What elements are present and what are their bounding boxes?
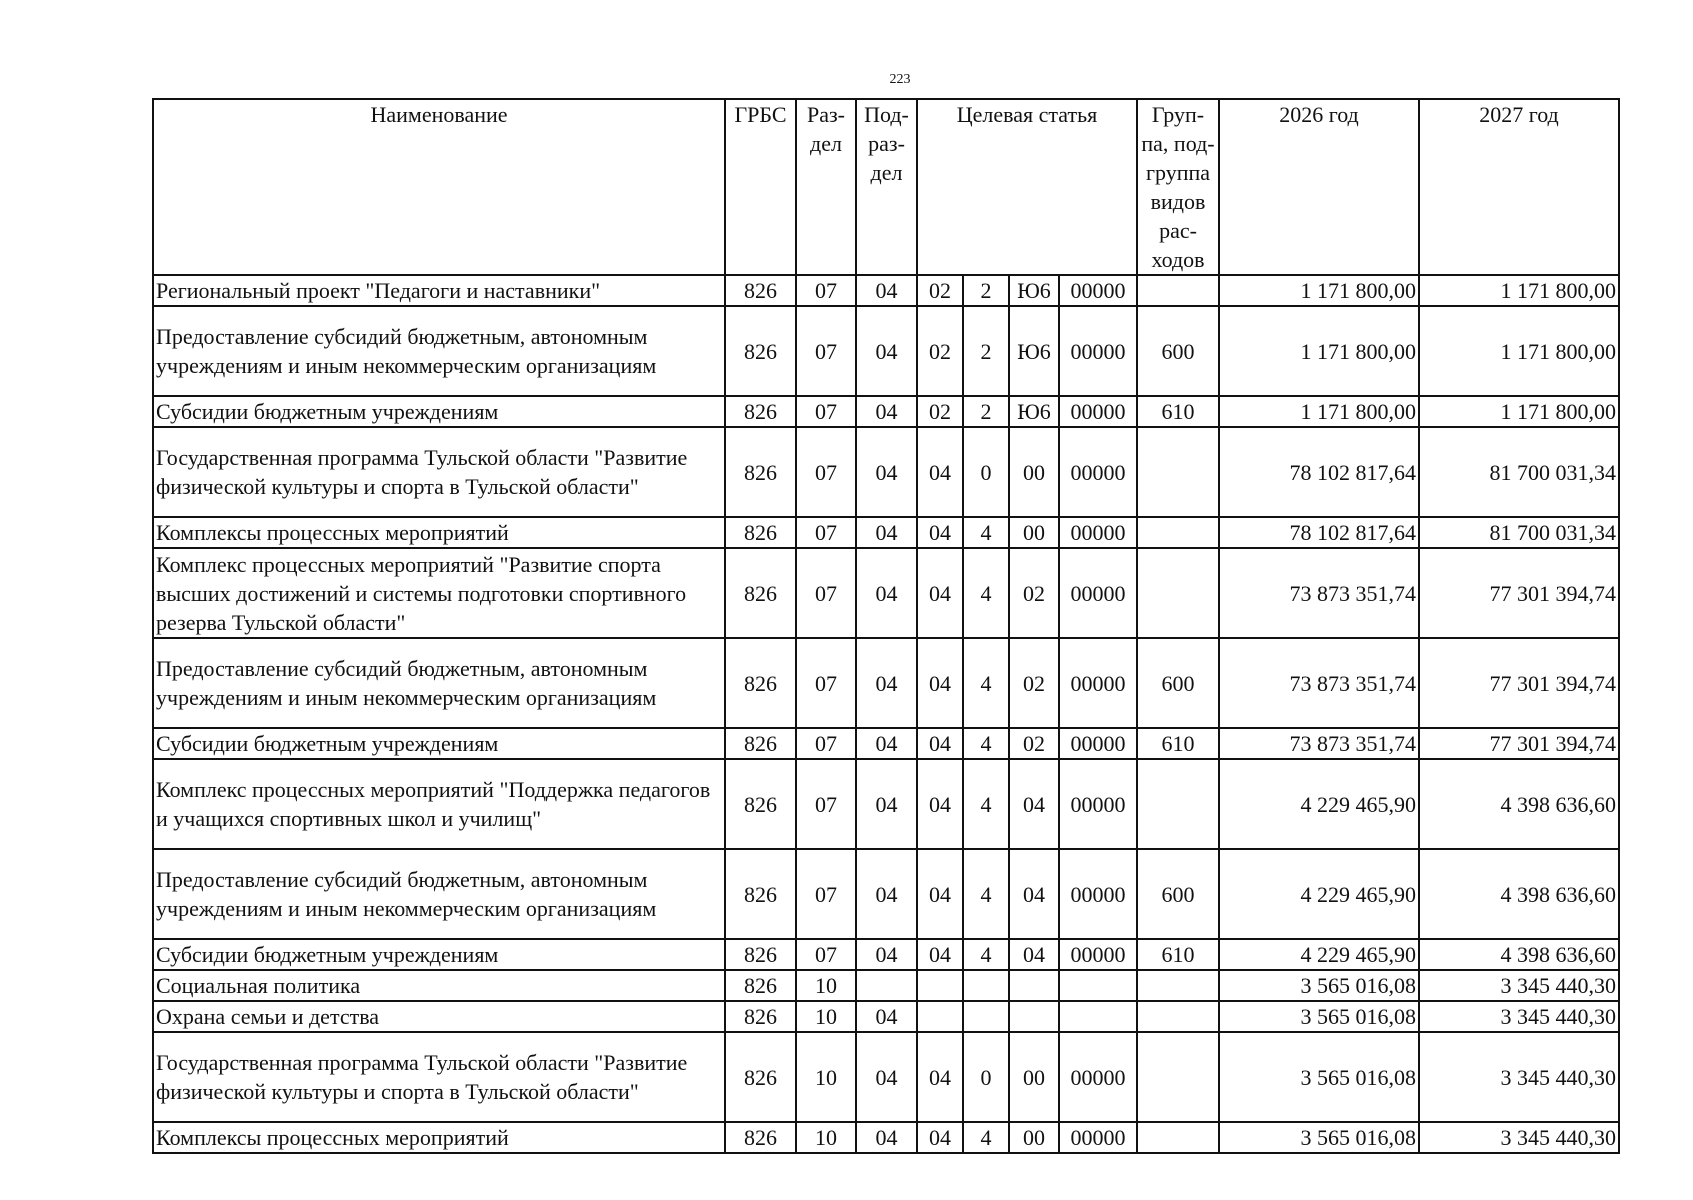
table-cell-podrazdel: 04: [856, 1122, 917, 1153]
table-row: [153, 759, 1619, 849]
table-cell-name: Государственная программа Тульской области "Развитие физической культуры и спорта в Тульской области": [153, 427, 725, 517]
table-cell-razdel: 07: [796, 517, 856, 548]
table-cell-2027: 77 301 394,74: [1419, 548, 1619, 638]
table-cell-group: 600: [1137, 306, 1219, 396]
table-cell-2027: 1 171 800,00: [1419, 275, 1619, 306]
table-cell-target-2: 0: [963, 427, 1009, 517]
table-cell-grbs: 826: [725, 517, 796, 548]
table-cell-target-1: 04: [917, 849, 963, 939]
table-cell-2027: 1 171 800,00: [1419, 306, 1619, 396]
table-cell-2026: 78 102 817,64: [1219, 517, 1419, 548]
table-cell-target-1: 02: [917, 275, 963, 306]
table-cell-razdel: 07: [796, 759, 856, 849]
table-cell-target-2: 4: [963, 728, 1009, 759]
table-cell-name: Комплексы процессных мероприятий: [153, 517, 725, 548]
table-cell-2026: 3 565 016,08: [1219, 970, 1419, 1001]
table-row: [153, 275, 1619, 306]
table-row: [153, 396, 1619, 427]
table-cell-podrazdel: 04: [856, 759, 917, 849]
table-row: [153, 1032, 1619, 1122]
header-podrazdel: Под-раз-дел: [856, 99, 917, 275]
table-row: [153, 939, 1619, 970]
table-cell-razdel: 10: [796, 1122, 856, 1153]
table-cell-2026: 4 229 465,90: [1219, 849, 1419, 939]
table-cell-group: [1137, 759, 1219, 849]
table-cell-target-1: 04: [917, 427, 963, 517]
table-cell-target-1: 04: [917, 638, 963, 728]
header-2027: 2027 год: [1419, 99, 1619, 275]
table-cell-target-4: 00000: [1059, 1122, 1137, 1153]
table-cell-razdel: 07: [796, 275, 856, 306]
table-cell-razdel: 07: [796, 548, 856, 638]
table-cell-target-4: 00000: [1059, 1032, 1137, 1122]
table-cell-target-2: 2: [963, 306, 1009, 396]
table-cell-group: [1137, 1122, 1219, 1153]
table-cell-razdel: 07: [796, 638, 856, 728]
table-cell-grbs: 826: [725, 1032, 796, 1122]
table-cell-target-4: 00000: [1059, 939, 1137, 970]
table-cell-grbs: 826: [725, 275, 796, 306]
table-cell-target-1: 04: [917, 548, 963, 638]
table-cell-target-4: 00000: [1059, 427, 1137, 517]
table-cell-group: 610: [1137, 939, 1219, 970]
table-row: [153, 517, 1619, 548]
table-cell-target-3: 04: [1009, 759, 1059, 849]
table-cell-razdel: 07: [796, 849, 856, 939]
table-cell-target-4: 00000: [1059, 396, 1137, 427]
table-row: [153, 306, 1619, 396]
table-cell-2026: 78 102 817,64: [1219, 427, 1419, 517]
table-cell-target-4: [1059, 1001, 1137, 1032]
table-cell-2026: 73 873 351,74: [1219, 548, 1419, 638]
table-cell-name: Субсидии бюджетным учреждениям: [153, 939, 725, 970]
table-cell-name: Государственная программа Тульской области "Развитие физической культуры и спорта в Тульской области": [153, 1032, 725, 1122]
table-cell-group: [1137, 517, 1219, 548]
table-cell-target-4: 00000: [1059, 306, 1137, 396]
table-cell-2027: 77 301 394,74: [1419, 728, 1619, 759]
table-body: [153, 275, 1619, 1153]
table-cell-podrazdel: 04: [856, 517, 917, 548]
table-cell-target-2: 4: [963, 638, 1009, 728]
table-cell-2026: 3 565 016,08: [1219, 1122, 1419, 1153]
table-cell-group: [1137, 1032, 1219, 1122]
table-cell-2027: 3 345 440,30: [1419, 1122, 1619, 1153]
table-cell-2027: 81 700 031,34: [1419, 427, 1619, 517]
table-cell-2027: 77 301 394,74: [1419, 638, 1619, 728]
table-cell-target-4: 00000: [1059, 728, 1137, 759]
table-cell-razdel: 07: [796, 728, 856, 759]
table-cell-grbs: 826: [725, 1001, 796, 1032]
table-cell-grbs: 826: [725, 548, 796, 638]
table-cell-name: Предоставление субсидий бюджетным, автономным учреждениям и иным некоммерческим организациям: [153, 849, 725, 939]
table-cell-name: Социальная политика: [153, 970, 725, 1001]
table-cell-group: [1137, 970, 1219, 1001]
table-cell-podrazdel: 04: [856, 728, 917, 759]
table-cell-grbs: 826: [725, 638, 796, 728]
table-cell-target-3: 00: [1009, 1122, 1059, 1153]
table-cell-target-1: 04: [917, 517, 963, 548]
table-cell-podrazdel: 04: [856, 427, 917, 517]
table-cell-razdel: 07: [796, 939, 856, 970]
table-cell-target-3: Ю6: [1009, 396, 1059, 427]
table-cell-grbs: 826: [725, 970, 796, 1001]
table-cell-target-1: 04: [917, 728, 963, 759]
table-cell-2026: 73 873 351,74: [1219, 728, 1419, 759]
header-2026: 2026 год: [1219, 99, 1419, 275]
table-cell-name: Субсидии бюджетным учреждениям: [153, 396, 725, 427]
table-cell-razdel: 07: [796, 396, 856, 427]
table-cell-target-1: 04: [917, 1032, 963, 1122]
table-cell-razdel: 10: [796, 970, 856, 1001]
table-cell-target-3: 04: [1009, 939, 1059, 970]
table-cell-target-2: 4: [963, 517, 1009, 548]
page-number: 223: [889, 72, 911, 87]
table-cell-target-2: [963, 970, 1009, 1001]
table-cell-target-2: 4: [963, 849, 1009, 939]
table-cell-podrazdel: 04: [856, 275, 917, 306]
table-cell-target-2: 4: [963, 939, 1009, 970]
table-cell-razdel: 10: [796, 1032, 856, 1122]
table-cell-target-4: 00000: [1059, 849, 1137, 939]
table-cell-grbs: 826: [725, 427, 796, 517]
table-cell-2027: 81 700 031,34: [1419, 517, 1619, 548]
table-cell-group: 610: [1137, 396, 1219, 427]
table-cell-grbs: 826: [725, 306, 796, 396]
table-cell-2026: 4 229 465,90: [1219, 759, 1419, 849]
table-cell-target-2: 2: [963, 396, 1009, 427]
table-cell-target-3: [1009, 1001, 1059, 1032]
table-row: [153, 728, 1619, 759]
table-cell-name: Охрана семьи и детства: [153, 1001, 725, 1032]
table-cell-podrazdel: 04: [856, 638, 917, 728]
table-cell-grbs: 826: [725, 728, 796, 759]
table-row: [153, 548, 1619, 638]
table-cell-group: [1137, 548, 1219, 638]
table-cell-target-2: [963, 1001, 1009, 1032]
table-cell-2026: 3 565 016,08: [1219, 1001, 1419, 1032]
table-cell-name: Комплекс процессных мероприятий "Развитие спорта высших достижений и системы подготовки спортивного резерва Тульской области": [153, 548, 725, 638]
table-row: [153, 638, 1619, 728]
header-razdel: Раз-дел: [796, 99, 856, 275]
table-cell-group: 600: [1137, 638, 1219, 728]
table-cell-name: Предоставление субсидий бюджетным, автономным учреждениям и иным некоммерческим организациям: [153, 306, 725, 396]
table-cell-podrazdel: 04: [856, 548, 917, 638]
table-cell-2027: 4 398 636,60: [1419, 939, 1619, 970]
table-cell-2027: 3 345 440,30: [1419, 1001, 1619, 1032]
table-cell-target-4: 00000: [1059, 275, 1137, 306]
table-cell-target-3: 04: [1009, 849, 1059, 939]
table-cell-name: Предоставление субсидий бюджетным, автономным учреждениям и иным некоммерческим организациям: [153, 638, 725, 728]
table-cell-target-3: 00: [1009, 427, 1059, 517]
table-cell-target-3: Ю6: [1009, 306, 1059, 396]
table-cell-target-3: 02: [1009, 548, 1059, 638]
table-cell-target-1: 02: [917, 306, 963, 396]
table-cell-target-2: 4: [963, 1122, 1009, 1153]
table-cell-2027: 4 398 636,60: [1419, 849, 1619, 939]
table-cell-podrazdel: 04: [856, 849, 917, 939]
header-target: Целевая статья: [917, 99, 1137, 275]
table-cell-2026: 73 873 351,74: [1219, 638, 1419, 728]
header-name: Наименование: [153, 99, 725, 275]
table-cell-2026: 1 171 800,00: [1219, 396, 1419, 427]
table-cell-target-3: 00: [1009, 1032, 1059, 1122]
budget-table: [152, 98, 1620, 1154]
table-cell-razdel: 10: [796, 1001, 856, 1032]
table-cell-group: [1137, 275, 1219, 306]
table-cell-target-1: [917, 1001, 963, 1032]
table-cell-grbs: 826: [725, 396, 796, 427]
table-row: [153, 970, 1619, 1001]
table-cell-2026: 1 171 800,00: [1219, 275, 1419, 306]
table-cell-target-2: 4: [963, 548, 1009, 638]
table-cell-target-1: 04: [917, 759, 963, 849]
table-cell-2026: 1 171 800,00: [1219, 306, 1419, 396]
table-cell-name: Комплекс процессных мероприятий "Поддержка педагогов и учащихся спортивных школ и училищ": [153, 759, 725, 849]
table-cell-group: 600: [1137, 849, 1219, 939]
table-cell-target-3: 00: [1009, 517, 1059, 548]
table-cell-name: Комплексы процессных мероприятий: [153, 1122, 725, 1153]
table-cell-target-4: 00000: [1059, 638, 1137, 728]
table-cell-target-3: Ю6: [1009, 275, 1059, 306]
table-row: [153, 1122, 1619, 1153]
table-cell-target-4: [1059, 970, 1137, 1001]
table-cell-2027: 3 345 440,30: [1419, 970, 1619, 1001]
table-cell-target-4: 00000: [1059, 517, 1137, 548]
table-cell-name: Региональный проект "Педагоги и наставники": [153, 275, 725, 306]
table-cell-target-1: 04: [917, 939, 963, 970]
table-cell-2027: 1 171 800,00: [1419, 396, 1619, 427]
table-cell-grbs: 826: [725, 759, 796, 849]
header-row: [153, 99, 1619, 275]
table-cell-podrazdel: 04: [856, 306, 917, 396]
table-row: [153, 849, 1619, 939]
table-cell-target-3: 02: [1009, 638, 1059, 728]
table-cell-2026: 3 565 016,08: [1219, 1032, 1419, 1122]
table-cell-podrazdel: 04: [856, 396, 917, 427]
table-cell-target-3: 02: [1009, 728, 1059, 759]
table-cell-target-1: 02: [917, 396, 963, 427]
table-cell-podrazdel: 04: [856, 1001, 917, 1032]
table-cell-group: [1137, 427, 1219, 517]
header-grbs: ГРБС: [725, 99, 796, 275]
table-cell-razdel: 07: [796, 306, 856, 396]
header-group: Груп-па, под-группа видов рас-ходов: [1137, 99, 1219, 275]
table-cell-podrazdel: [856, 970, 917, 1001]
table-cell-podrazdel: 04: [856, 1032, 917, 1122]
table-cell-2026: 4 229 465,90: [1219, 939, 1419, 970]
table-cell-target-2: 2: [963, 275, 1009, 306]
table-cell-podrazdel: 04: [856, 939, 917, 970]
table-cell-target-1: 04: [917, 1122, 963, 1153]
table-cell-target-3: [1009, 970, 1059, 1001]
table-cell-target-4: 00000: [1059, 548, 1137, 638]
table-cell-target-1: [917, 970, 963, 1001]
table-cell-grbs: 826: [725, 939, 796, 970]
table-cell-target-2: 0: [963, 1032, 1009, 1122]
table-cell-2027: 4 398 636,60: [1419, 759, 1619, 849]
table-cell-target-4: 00000: [1059, 759, 1137, 849]
table-cell-target-2: 4: [963, 759, 1009, 849]
table-cell-group: 610: [1137, 728, 1219, 759]
table-cell-name: Субсидии бюджетным учреждениям: [153, 728, 725, 759]
table-cell-group: [1137, 1001, 1219, 1032]
table-row: [153, 1001, 1619, 1032]
table-cell-razdel: 07: [796, 427, 856, 517]
table-cell-2027: 3 345 440,30: [1419, 1032, 1619, 1122]
table-row: [153, 427, 1619, 517]
table-cell-grbs: 826: [725, 1122, 796, 1153]
table-cell-grbs: 826: [725, 849, 796, 939]
